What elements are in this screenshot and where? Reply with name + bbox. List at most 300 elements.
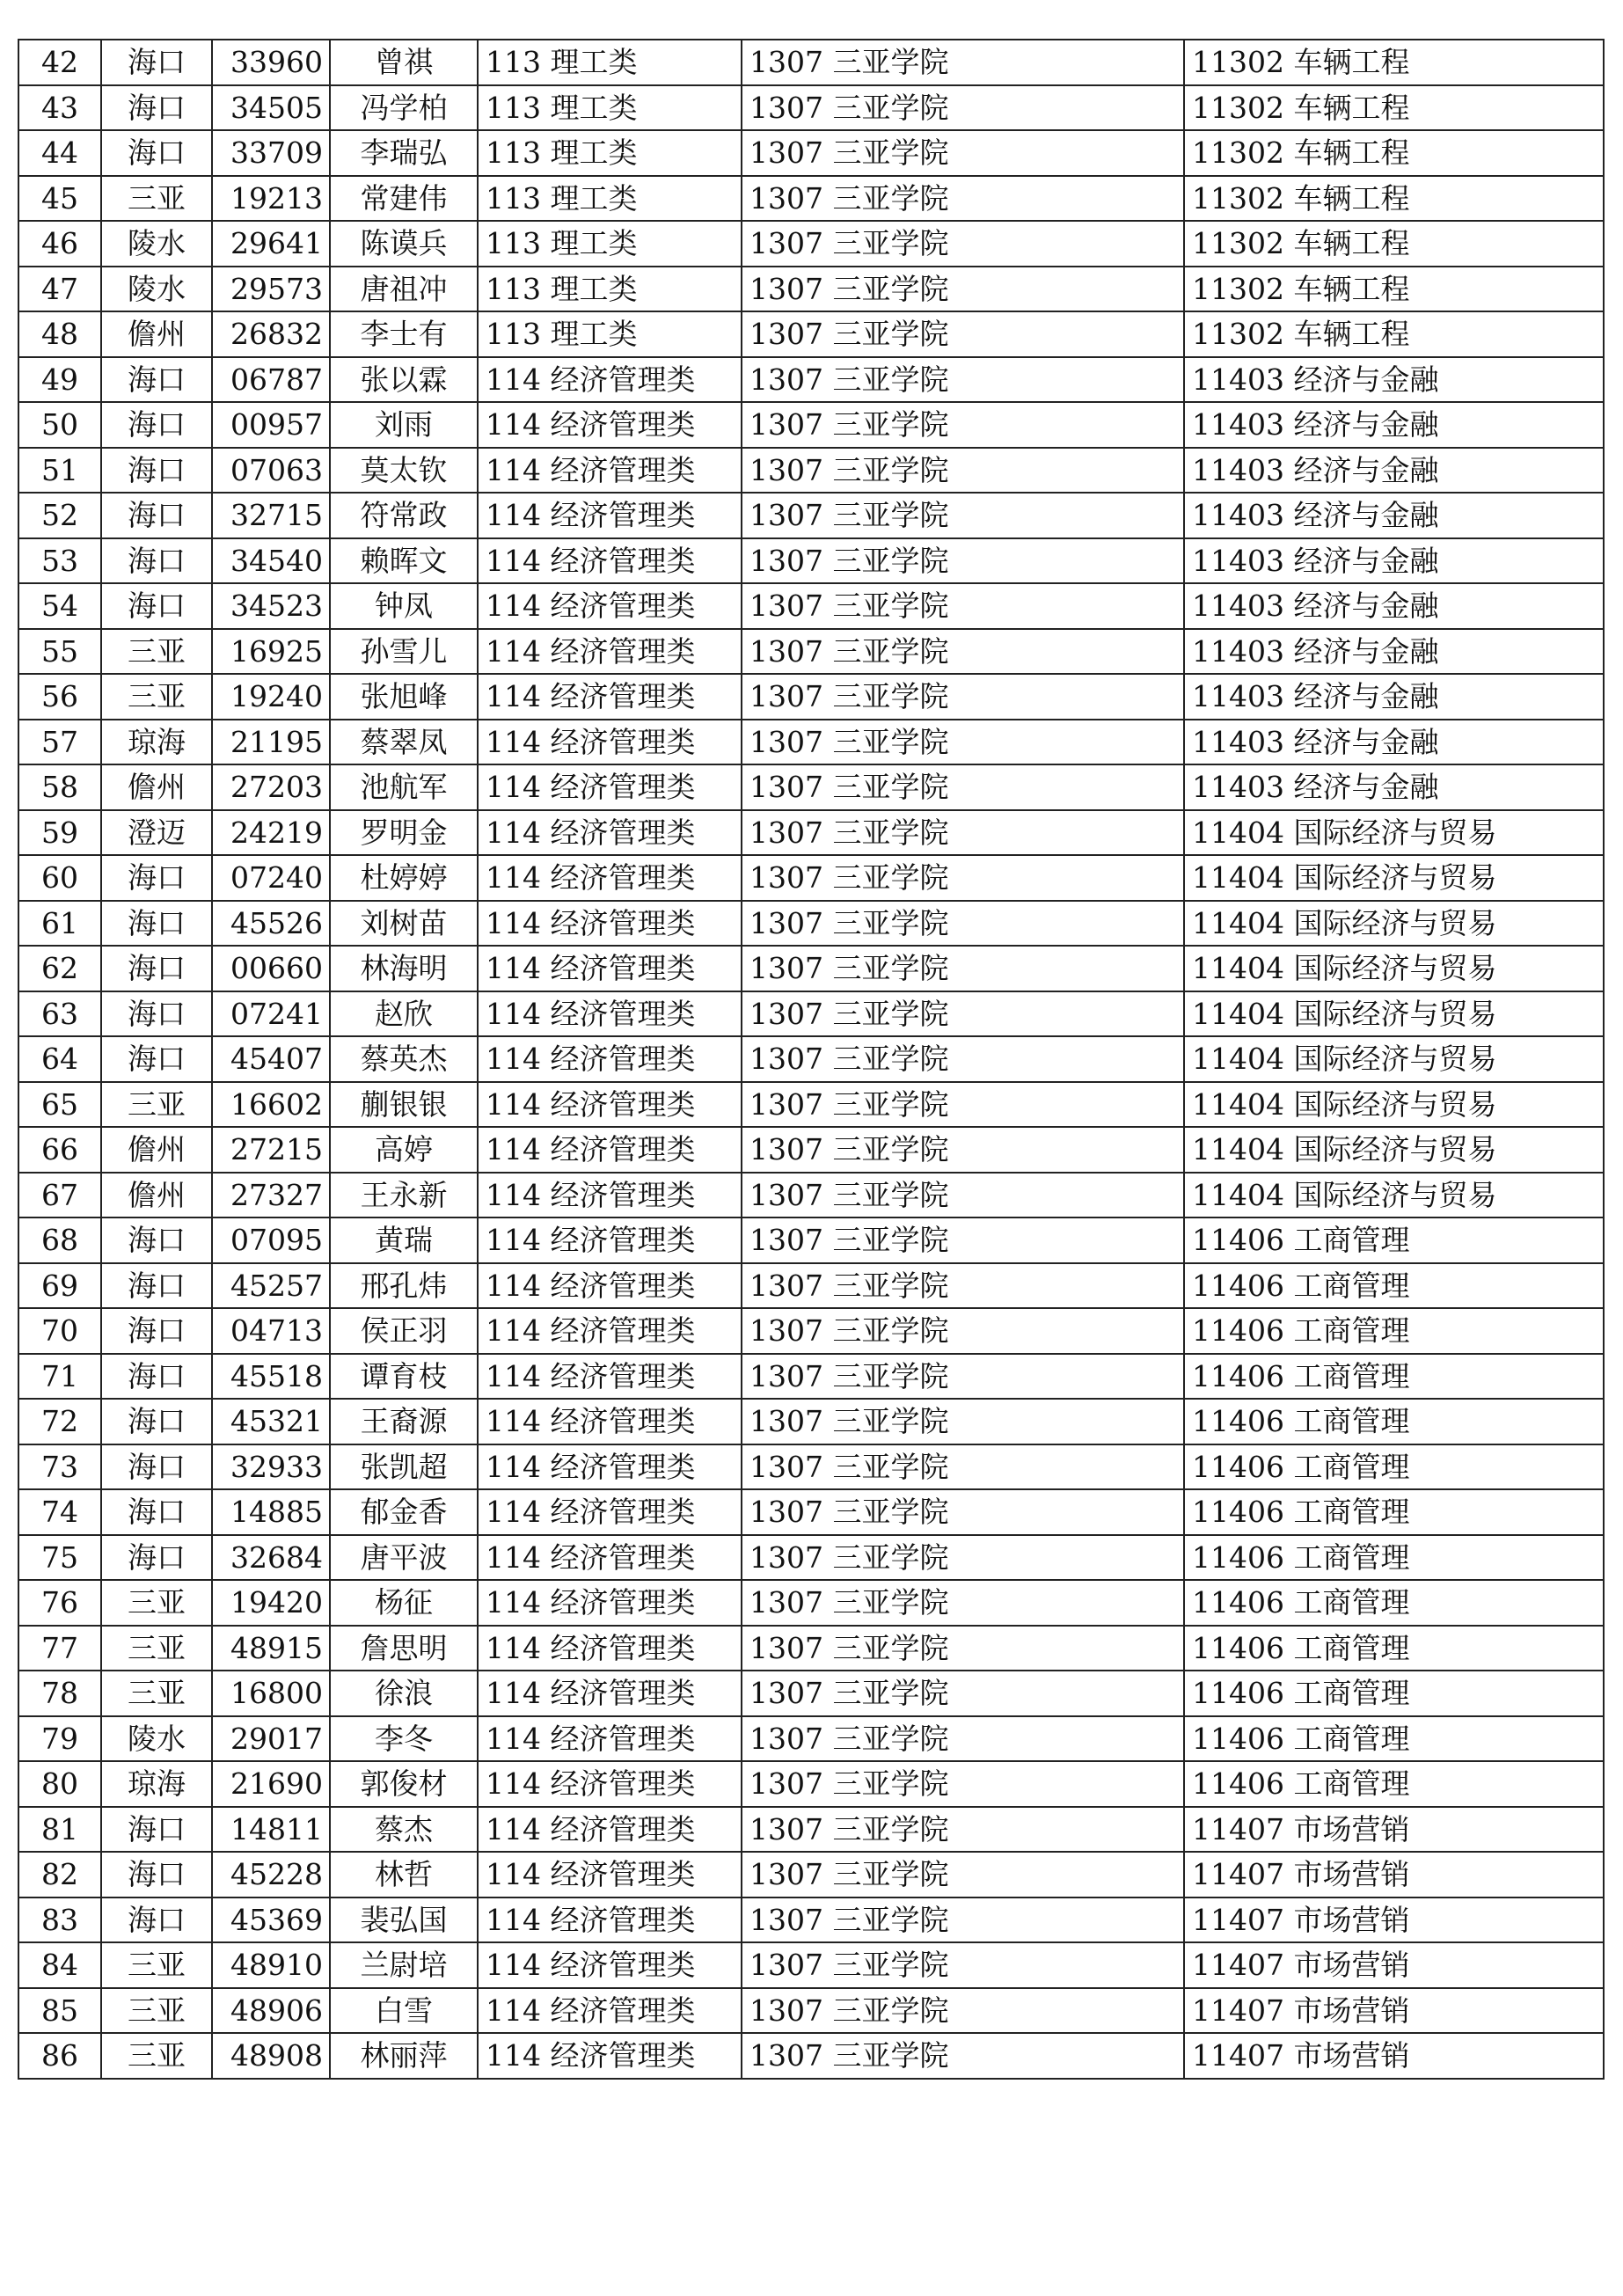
row-number-cell: 71 — [18, 1354, 101, 1400]
row-number-cell: 81 — [18, 1807, 101, 1853]
student-name-cell: 唐祖冲 — [330, 267, 478, 312]
table-row — [18, 946, 1604, 991]
exam-number-cell: 48906 — [212, 1988, 330, 2034]
region-cell: 三亚 — [101, 1626, 212, 1671]
row-number-cell: 83 — [18, 1897, 101, 1943]
university-cell: 1307 三亚学院 — [742, 1399, 1184, 1444]
region-cell: 海口 — [101, 538, 212, 584]
region-cell: 陵水 — [101, 267, 212, 312]
subject-category-cell: 114 经济管理类 — [478, 493, 742, 538]
row-number-cell: 44 — [18, 130, 101, 176]
exam-number-cell: 29641 — [212, 221, 330, 267]
subject-category-cell: 114 经济管理类 — [478, 629, 742, 675]
subject-category-cell: 114 经济管理类 — [478, 1852, 742, 1897]
student-name-cell: 钟凤 — [330, 583, 478, 629]
university-cell: 1307 三亚学院 — [742, 764, 1184, 810]
exam-number-cell: 00957 — [212, 402, 330, 448]
student-name-cell: 詹思明 — [330, 1626, 478, 1671]
subject-category-cell: 114 经济管理类 — [478, 855, 742, 901]
major-cell: 11403 经济与金融 — [1184, 720, 1604, 765]
university-cell: 1307 三亚学院 — [742, 1354, 1184, 1400]
student-name-cell: 王永新 — [330, 1173, 478, 1218]
subject-category-cell: 114 经济管理类 — [478, 583, 742, 629]
student-name-cell: 李士有 — [330, 311, 478, 357]
student-name-cell: 冯学柏 — [330, 85, 478, 131]
major-cell: 11403 经济与金融 — [1184, 674, 1604, 720]
exam-number-cell: 19240 — [212, 674, 330, 720]
row-number-cell: 64 — [18, 1036, 101, 1082]
region-cell: 海口 — [101, 1308, 212, 1354]
row-number-cell: 57 — [18, 720, 101, 765]
row-number-cell: 59 — [18, 810, 101, 856]
exam-number-cell: 29573 — [212, 267, 330, 312]
region-cell: 三亚 — [101, 629, 212, 675]
exam-number-cell: 45518 — [212, 1354, 330, 1400]
university-cell: 1307 三亚学院 — [742, 629, 1184, 675]
table-row — [18, 674, 1604, 720]
subject-category-cell: 114 经济管理类 — [478, 1217, 742, 1263]
major-cell: 11404 国际经济与贸易 — [1184, 1173, 1604, 1218]
region-cell: 琼海 — [101, 720, 212, 765]
university-cell: 1307 三亚学院 — [742, 357, 1184, 403]
major-cell: 11407 市场营销 — [1184, 1807, 1604, 1853]
table-row — [18, 40, 1604, 85]
exam-number-cell: 14885 — [212, 1489, 330, 1535]
university-cell: 1307 三亚学院 — [742, 674, 1184, 720]
subject-category-cell: 113 理工类 — [478, 40, 742, 85]
major-cell: 11403 经济与金融 — [1184, 583, 1604, 629]
exam-number-cell: 33709 — [212, 130, 330, 176]
student-name-cell: 张以霖 — [330, 357, 478, 403]
university-cell: 1307 三亚学院 — [742, 1716, 1184, 1762]
exam-number-cell: 32933 — [212, 1444, 330, 1490]
major-cell: 11302 车辆工程 — [1184, 176, 1604, 222]
student-name-cell: 李瑞弘 — [330, 130, 478, 176]
university-cell: 1307 三亚学院 — [742, 1535, 1184, 1581]
admission-list-sheet — [18, 39, 1603, 2080]
table-row — [18, 1399, 1604, 1444]
region-cell: 三亚 — [101, 1988, 212, 2034]
subject-category-cell: 114 经济管理类 — [478, 1127, 742, 1173]
region-cell: 琼海 — [101, 1761, 212, 1807]
subject-category-cell: 114 经济管理类 — [478, 1897, 742, 1943]
region-cell: 海口 — [101, 402, 212, 448]
student-name-cell: 唐平波 — [330, 1535, 478, 1581]
table-row — [18, 1127, 1604, 1173]
major-cell: 11404 国际经济与贸易 — [1184, 810, 1604, 856]
major-cell: 11406 工商管理 — [1184, 1399, 1604, 1444]
region-cell: 儋州 — [101, 1173, 212, 1218]
student-name-cell: 符常政 — [330, 493, 478, 538]
major-cell: 11302 车辆工程 — [1184, 130, 1604, 176]
subject-category-cell: 114 经济管理类 — [478, 674, 742, 720]
exam-number-cell: 33960 — [212, 40, 330, 85]
region-cell: 海口 — [101, 85, 212, 131]
region-cell: 海口 — [101, 1036, 212, 1082]
exam-number-cell: 07063 — [212, 448, 330, 494]
major-cell: 11404 国际经济与贸易 — [1184, 1036, 1604, 1082]
subject-category-cell: 114 经济管理类 — [478, 1626, 742, 1671]
row-number-cell: 48 — [18, 311, 101, 357]
exam-number-cell: 27327 — [212, 1173, 330, 1218]
exam-number-cell: 34505 — [212, 85, 330, 131]
table-row — [18, 1308, 1604, 1354]
subject-category-cell: 114 经济管理类 — [478, 1173, 742, 1218]
major-cell: 11302 车辆工程 — [1184, 267, 1604, 312]
row-number-cell: 85 — [18, 1988, 101, 2034]
row-number-cell: 54 — [18, 583, 101, 629]
subject-category-cell: 114 经济管理类 — [478, 1942, 742, 1988]
row-number-cell: 84 — [18, 1942, 101, 1988]
subject-category-cell: 114 经济管理类 — [478, 402, 742, 448]
subject-category-cell: 114 经济管理类 — [478, 538, 742, 584]
table-row — [18, 764, 1604, 810]
exam-number-cell: 32684 — [212, 1535, 330, 1581]
university-cell: 1307 三亚学院 — [742, 1082, 1184, 1128]
student-name-cell: 林哲 — [330, 1852, 478, 1897]
row-number-cell: 49 — [18, 357, 101, 403]
student-name-cell: 莫太钦 — [330, 448, 478, 494]
region-cell: 三亚 — [101, 674, 212, 720]
row-number-cell: 53 — [18, 538, 101, 584]
row-number-cell: 77 — [18, 1626, 101, 1671]
university-cell: 1307 三亚学院 — [742, 1988, 1184, 2034]
region-cell: 海口 — [101, 855, 212, 901]
major-cell: 11403 经济与金融 — [1184, 357, 1604, 403]
major-cell: 11406 工商管理 — [1184, 1580, 1604, 1626]
exam-number-cell: 07241 — [212, 991, 330, 1037]
table-row — [18, 1082, 1604, 1128]
table-row — [18, 1852, 1604, 1897]
major-cell: 11407 市场营销 — [1184, 1942, 1604, 1988]
major-cell: 11404 国际经济与贸易 — [1184, 855, 1604, 901]
table-row — [18, 402, 1604, 448]
exam-number-cell: 34540 — [212, 538, 330, 584]
exam-number-cell: 16800 — [212, 1671, 330, 1716]
region-cell: 三亚 — [101, 1082, 212, 1128]
region-cell: 三亚 — [101, 2033, 212, 2079]
major-cell: 11407 市场营销 — [1184, 1897, 1604, 1943]
university-cell: 1307 三亚学院 — [742, 40, 1184, 85]
table-row — [18, 311, 1604, 357]
table-row — [18, 130, 1604, 176]
subject-category-cell: 114 经济管理类 — [478, 1716, 742, 1762]
subject-category-cell: 114 经济管理类 — [478, 1308, 742, 1354]
student-name-cell: 赵欣 — [330, 991, 478, 1037]
student-name-cell: 杜婷婷 — [330, 855, 478, 901]
region-cell: 海口 — [101, 1399, 212, 1444]
subject-category-cell: 114 经济管理类 — [478, 991, 742, 1037]
table-row — [18, 991, 1604, 1037]
subject-category-cell: 114 经济管理类 — [478, 1761, 742, 1807]
exam-number-cell: 45369 — [212, 1897, 330, 1943]
region-cell: 陵水 — [101, 221, 212, 267]
exam-number-cell: 29017 — [212, 1716, 330, 1762]
university-cell: 1307 三亚学院 — [742, 1852, 1184, 1897]
region-cell: 澄迈 — [101, 810, 212, 856]
subject-category-cell: 114 经济管理类 — [478, 2033, 742, 2079]
table-row — [18, 810, 1604, 856]
major-cell: 11404 国际经济与贸易 — [1184, 991, 1604, 1037]
major-cell: 11407 市场营销 — [1184, 1852, 1604, 1897]
subject-category-cell: 114 经济管理类 — [478, 810, 742, 856]
exam-number-cell: 16925 — [212, 629, 330, 675]
region-cell: 海口 — [101, 357, 212, 403]
exam-number-cell: 45321 — [212, 1399, 330, 1444]
subject-category-cell: 114 经济管理类 — [478, 946, 742, 991]
major-cell: 11403 经济与金融 — [1184, 629, 1604, 675]
table-row — [18, 176, 1604, 222]
table-row — [18, 583, 1604, 629]
university-cell: 1307 三亚学院 — [742, 1489, 1184, 1535]
student-name-cell: 罗明金 — [330, 810, 478, 856]
major-cell: 11403 经济与金融 — [1184, 764, 1604, 810]
university-cell: 1307 三亚学院 — [742, 1942, 1184, 1988]
university-cell: 1307 三亚学院 — [742, 85, 1184, 131]
university-cell: 1307 三亚学院 — [742, 1308, 1184, 1354]
subject-category-cell: 113 理工类 — [478, 267, 742, 312]
region-cell: 三亚 — [101, 176, 212, 222]
university-cell: 1307 三亚学院 — [742, 176, 1184, 222]
row-number-cell: 63 — [18, 991, 101, 1037]
table-row — [18, 855, 1604, 901]
university-cell: 1307 三亚学院 — [742, 1173, 1184, 1218]
subject-category-cell: 114 经济管理类 — [478, 1036, 742, 1082]
exam-number-cell: 26832 — [212, 311, 330, 357]
subject-category-cell: 114 经济管理类 — [478, 357, 742, 403]
row-number-cell: 80 — [18, 1761, 101, 1807]
university-cell: 1307 三亚学院 — [742, 1036, 1184, 1082]
region-cell: 陵水 — [101, 1716, 212, 1762]
student-name-cell: 刘树苗 — [330, 901, 478, 947]
university-cell: 1307 三亚学院 — [742, 810, 1184, 856]
student-name-cell: 蔡翠凤 — [330, 720, 478, 765]
table-row — [18, 1988, 1604, 2034]
table-row — [18, 85, 1604, 131]
row-number-cell: 56 — [18, 674, 101, 720]
subject-category-cell: 113 理工类 — [478, 85, 742, 131]
row-number-cell: 61 — [18, 901, 101, 947]
university-cell: 1307 三亚学院 — [742, 493, 1184, 538]
exam-number-cell: 07240 — [212, 855, 330, 901]
student-name-cell: 蔡杰 — [330, 1807, 478, 1853]
major-cell: 11403 经济与金融 — [1184, 538, 1604, 584]
student-name-cell: 黄瑞 — [330, 1217, 478, 1263]
student-name-cell: 白雪 — [330, 1988, 478, 2034]
row-number-cell: 68 — [18, 1217, 101, 1263]
exam-number-cell: 45228 — [212, 1852, 330, 1897]
table-row — [18, 448, 1604, 494]
exam-number-cell: 34523 — [212, 583, 330, 629]
row-number-cell: 65 — [18, 1082, 101, 1128]
subject-category-cell: 113 理工类 — [478, 130, 742, 176]
student-name-cell: 蔡英杰 — [330, 1036, 478, 1082]
table-row — [18, 1716, 1604, 1762]
table-row — [18, 221, 1604, 267]
subject-category-cell: 114 经济管理类 — [478, 1535, 742, 1581]
row-number-cell: 79 — [18, 1716, 101, 1762]
major-cell: 11406 工商管理 — [1184, 1263, 1604, 1309]
major-cell: 11404 国际经济与贸易 — [1184, 946, 1604, 991]
student-name-cell: 孙雪儿 — [330, 629, 478, 675]
university-cell: 1307 三亚学院 — [742, 901, 1184, 947]
row-number-cell: 45 — [18, 176, 101, 222]
major-cell: 11404 国际经济与贸易 — [1184, 901, 1604, 947]
region-cell: 海口 — [101, 1217, 212, 1263]
university-cell: 1307 三亚学院 — [742, 1807, 1184, 1853]
student-name-cell: 林海明 — [330, 946, 478, 991]
subject-category-cell: 114 经济管理类 — [478, 1489, 742, 1535]
university-cell: 1307 三亚学院 — [742, 448, 1184, 494]
university-cell: 1307 三亚学院 — [742, 1263, 1184, 1309]
university-cell: 1307 三亚学院 — [742, 130, 1184, 176]
subject-category-cell: 113 理工类 — [478, 221, 742, 267]
major-cell: 11302 车辆工程 — [1184, 85, 1604, 131]
student-name-cell: 郁金香 — [330, 1489, 478, 1535]
row-number-cell: 50 — [18, 402, 101, 448]
row-number-cell: 75 — [18, 1535, 101, 1581]
row-number-cell: 86 — [18, 2033, 101, 2079]
row-number-cell: 72 — [18, 1399, 101, 1444]
university-cell: 1307 三亚学院 — [742, 1626, 1184, 1671]
table-row — [18, 1173, 1604, 1218]
subject-category-cell: 114 经济管理类 — [478, 1807, 742, 1853]
major-cell: 11403 经济与金融 — [1184, 448, 1604, 494]
student-name-cell: 杨征 — [330, 1580, 478, 1626]
exam-number-cell: 32715 — [212, 493, 330, 538]
major-cell: 11406 工商管理 — [1184, 1671, 1604, 1716]
table-row — [18, 1807, 1604, 1853]
table-row — [18, 1897, 1604, 1943]
student-name-cell: 李冬 — [330, 1716, 478, 1762]
student-name-cell: 王裔源 — [330, 1399, 478, 1444]
exam-number-cell: 06787 — [212, 357, 330, 403]
table-row — [18, 1354, 1604, 1400]
region-cell: 海口 — [101, 1489, 212, 1535]
subject-category-cell: 114 经济管理类 — [478, 901, 742, 947]
table-row — [18, 1217, 1604, 1263]
exam-number-cell: 27203 — [212, 764, 330, 810]
university-cell: 1307 三亚学院 — [742, 1897, 1184, 1943]
table-row — [18, 493, 1604, 538]
table-row — [18, 538, 1604, 584]
student-name-cell: 侯正羽 — [330, 1308, 478, 1354]
table-row — [18, 1444, 1604, 1490]
row-number-cell: 55 — [18, 629, 101, 675]
university-cell: 1307 三亚学院 — [742, 991, 1184, 1037]
major-cell: 11406 工商管理 — [1184, 1761, 1604, 1807]
exam-number-cell: 16602 — [212, 1082, 330, 1128]
exam-number-cell: 48908 — [212, 2033, 330, 2079]
major-cell: 11404 国际经济与贸易 — [1184, 1127, 1604, 1173]
row-number-cell: 52 — [18, 493, 101, 538]
table-row — [18, 357, 1604, 403]
table-row — [18, 1489, 1604, 1535]
student-name-cell: 徐浪 — [330, 1671, 478, 1716]
exam-number-cell: 21195 — [212, 720, 330, 765]
major-cell: 11406 工商管理 — [1184, 1217, 1604, 1263]
row-number-cell: 69 — [18, 1263, 101, 1309]
student-name-cell: 赖晖文 — [330, 538, 478, 584]
region-cell: 海口 — [101, 493, 212, 538]
row-number-cell: 76 — [18, 1580, 101, 1626]
row-number-cell: 70 — [18, 1308, 101, 1354]
subject-category-cell: 114 经济管理类 — [478, 720, 742, 765]
major-cell: 11406 工商管理 — [1184, 1444, 1604, 1490]
row-number-cell: 60 — [18, 855, 101, 901]
major-cell: 11406 工商管理 — [1184, 1354, 1604, 1400]
region-cell: 海口 — [101, 40, 212, 85]
exam-number-cell: 07095 — [212, 1217, 330, 1263]
admission-table — [18, 39, 1605, 2080]
university-cell: 1307 三亚学院 — [742, 402, 1184, 448]
university-cell: 1307 三亚学院 — [742, 2033, 1184, 2079]
exam-number-cell: 27215 — [212, 1127, 330, 1173]
university-cell: 1307 三亚学院 — [742, 720, 1184, 765]
exam-number-cell: 24219 — [212, 810, 330, 856]
region-cell: 海口 — [101, 1897, 212, 1943]
subject-category-cell: 114 经济管理类 — [478, 1082, 742, 1128]
major-cell: 11407 市场营销 — [1184, 1988, 1604, 2034]
student-name-cell: 曾祺 — [330, 40, 478, 85]
region-cell: 海口 — [101, 1354, 212, 1400]
table-row — [18, 629, 1604, 675]
university-cell: 1307 三亚学院 — [742, 1127, 1184, 1173]
region-cell: 三亚 — [101, 1942, 212, 1988]
row-number-cell: 43 — [18, 85, 101, 131]
student-name-cell: 兰尉培 — [330, 1942, 478, 1988]
major-cell: 11403 经济与金融 — [1184, 493, 1604, 538]
subject-category-cell: 113 理工类 — [478, 176, 742, 222]
exam-number-cell: 00660 — [212, 946, 330, 991]
region-cell: 海口 — [101, 1444, 212, 1490]
exam-number-cell: 48915 — [212, 1626, 330, 1671]
student-name-cell: 池航军 — [330, 764, 478, 810]
region-cell: 儋州 — [101, 1127, 212, 1173]
row-number-cell: 82 — [18, 1852, 101, 1897]
university-cell: 1307 三亚学院 — [742, 946, 1184, 991]
row-number-cell: 74 — [18, 1489, 101, 1535]
region-cell: 海口 — [101, 1807, 212, 1853]
region-cell: 三亚 — [101, 1580, 212, 1626]
row-number-cell: 58 — [18, 764, 101, 810]
university-cell: 1307 三亚学院 — [742, 311, 1184, 357]
exam-number-cell: 14811 — [212, 1807, 330, 1853]
university-cell: 1307 三亚学院 — [742, 1761, 1184, 1807]
subject-category-cell: 114 经济管理类 — [478, 1671, 742, 1716]
subject-category-cell: 114 经济管理类 — [478, 1580, 742, 1626]
major-cell: 11302 车辆工程 — [1184, 311, 1604, 357]
student-name-cell: 刘雨 — [330, 402, 478, 448]
university-cell: 1307 三亚学院 — [742, 1217, 1184, 1263]
university-cell: 1307 三亚学院 — [742, 538, 1184, 584]
table-row — [18, 1036, 1604, 1082]
table-row — [18, 1761, 1604, 1807]
region-cell: 海口 — [101, 991, 212, 1037]
major-cell: 11406 工商管理 — [1184, 1489, 1604, 1535]
row-number-cell: 67 — [18, 1173, 101, 1218]
student-name-cell: 蒯银银 — [330, 1082, 478, 1128]
region-cell: 海口 — [101, 1535, 212, 1581]
student-name-cell: 郭俊材 — [330, 1761, 478, 1807]
table-row — [18, 1671, 1604, 1716]
subject-category-cell: 114 经济管理类 — [478, 1444, 742, 1490]
major-cell: 11406 工商管理 — [1184, 1308, 1604, 1354]
exam-number-cell: 19420 — [212, 1580, 330, 1626]
table-row — [18, 901, 1604, 947]
university-cell: 1307 三亚学院 — [742, 1444, 1184, 1490]
university-cell: 1307 三亚学院 — [742, 1580, 1184, 1626]
